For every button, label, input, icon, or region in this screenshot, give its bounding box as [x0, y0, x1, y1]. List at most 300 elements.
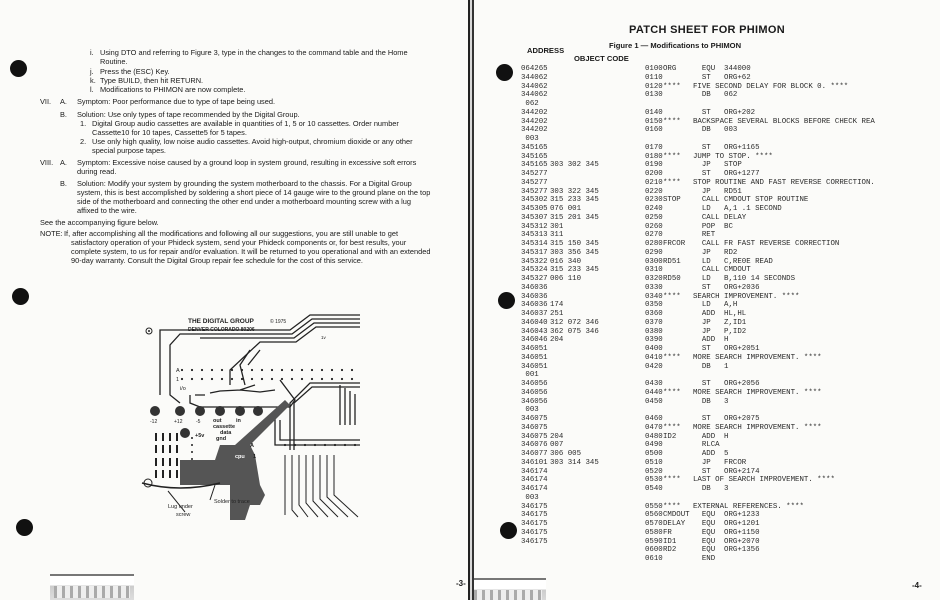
- listing-row: [474, 231, 940, 240]
- listing-row: [474, 328, 940, 337]
- item-text: special purpose tapes.: [92, 146, 166, 155]
- listing-row: [474, 485, 940, 494]
- line-number-cell: 0320: [645, 275, 663, 283]
- address-cell: 346040: [521, 318, 548, 327]
- statement-cell: MORE SEARCH IMPROVEMENT. ****: [693, 423, 822, 432]
- pin-label: -5: [196, 419, 201, 425]
- listing-row: [474, 301, 940, 310]
- motherboard-figure: [140, 305, 365, 525]
- top-label: 1v: [321, 335, 326, 340]
- listing-row: [474, 494, 940, 503]
- note-text: satisfactory operation of your Phideck system, send your Phideck components or, for best results, your: [71, 238, 407, 247]
- statement-cell: BACKSPACE SEVERAL BLOCKS BEFORE CHECK REA: [693, 117, 875, 126]
- address-cell: 345307: [521, 213, 548, 222]
- line-number-cell: 0230: [645, 196, 663, 205]
- statement-cell: EQU 344000: [693, 65, 751, 73]
- line-number-cell: 0420: [645, 362, 663, 371]
- object-code-cell: 315 201 345: [550, 213, 599, 222]
- statement-cell: LD A,1 .1 SECOND: [693, 205, 782, 213]
- label-cell: ****: [663, 82, 681, 91]
- solution-text: Solution: Use only types of tape recommended by the Digital Group.: [77, 110, 300, 119]
- line-number-cell: 0430: [645, 380, 663, 388]
- label-cell: ID2: [663, 432, 677, 441]
- cassette-label: gnd: [216, 436, 227, 442]
- address-cell: 346075: [521, 415, 548, 423]
- address-cell: 345277: [521, 178, 548, 187]
- section-numeral: VIII.: [40, 158, 54, 167]
- line-number-cell: 0400: [645, 345, 663, 353]
- right-page: [472, 0, 940, 600]
- line-number-cell: 0540: [645, 485, 663, 493]
- solder-label: Solder to trace: [214, 499, 250, 505]
- statement-cell: CALL DELAY: [693, 213, 747, 222]
- listing-row: [474, 214, 940, 223]
- statement-cell: RET: [693, 231, 716, 240]
- listing-row: [474, 538, 940, 547]
- address-cell: 345165: [521, 161, 548, 170]
- label-cell: ****: [663, 117, 681, 126]
- statement-cell: DB 1: [693, 362, 729, 371]
- see-figure-text: See the accompanying figure below.: [40, 218, 159, 227]
- statement-cell: STOP ROUTINE AND FAST REVERSE CORRECTION.: [693, 178, 875, 187]
- step-text-cont: Routine.: [100, 57, 128, 66]
- listing-row: [474, 380, 940, 389]
- cassette-label: cassette: [213, 424, 236, 430]
- object-code-cell: 312 072 346: [550, 318, 599, 327]
- label-cell: ID1: [663, 537, 677, 546]
- statement-cell: LD A,H: [693, 301, 738, 310]
- line-number-cell: 0550: [645, 502, 663, 511]
- item-marker: 1.: [80, 119, 87, 128]
- symptom-text: Symptom: Poor performance due to type of tape being used.: [77, 97, 276, 106]
- line-number-cell: 0530: [645, 476, 663, 485]
- item-text: Digital Group audio cassettes are available in quantities of 1, 5 or 10 cassettes. Order number: [92, 119, 399, 128]
- statement-cell: EQU ORG+1233: [693, 511, 760, 520]
- address-cell: 346077: [521, 450, 548, 458]
- line-number-cell: 0150: [645, 117, 663, 126]
- label-cell: ****: [663, 178, 681, 187]
- address-cell: 345327: [521, 275, 548, 283]
- address-cell: 346174: [521, 485, 548, 493]
- note-text: If, after accomplishing all the modifications and following all our suggestions, you are still unable to get: [64, 229, 398, 238]
- listing-row: [474, 223, 940, 232]
- object-code-cell: 016 340: [550, 257, 582, 266]
- line-number-cell: 0510: [645, 458, 663, 467]
- statement-cell: EQU ORG+1356: [693, 546, 760, 555]
- statement-cell: MORE SEARCH IMPROVEMENT. ****: [693, 353, 822, 362]
- listing-row: [474, 415, 940, 424]
- listing-row: [474, 170, 940, 179]
- listing-row: [474, 284, 940, 293]
- statement-cell: EQU ORG+2070: [693, 537, 760, 546]
- listing-row: [474, 249, 940, 258]
- address-cell: 003: [521, 493, 539, 502]
- listing-row: [474, 258, 940, 267]
- listing-row: [474, 83, 940, 92]
- listing-row: [474, 153, 940, 162]
- statement-cell: JUMP TO STOP. ****: [693, 152, 773, 161]
- statement-cell: ADD 5: [693, 450, 729, 458]
- object-code-cell: 174: [550, 301, 564, 310]
- page-title: PATCH SHEET FOR PHIMON: [629, 24, 785, 36]
- line-number-cell: 0180: [645, 152, 663, 161]
- statement-cell: JP Z,ID1: [693, 318, 747, 327]
- statement-cell: MORE SEARCH IMPROVEMENT. ****: [693, 388, 822, 397]
- line-number-cell: 0610: [645, 555, 663, 563]
- line-number-cell: 0330: [645, 283, 663, 292]
- io-label: i/o: [180, 386, 186, 392]
- item-marker: 2.: [80, 137, 87, 146]
- label-cell: ****: [663, 292, 681, 301]
- listing-row: [474, 109, 940, 118]
- line-number-cell: 0260: [645, 222, 663, 231]
- statement-cell: LD B,110 14 SECONDS: [693, 275, 796, 283]
- pin-label: -12: [150, 419, 158, 425]
- cassette-label: data: [220, 430, 232, 436]
- listing-row: [474, 310, 940, 319]
- address-cell: 346046: [521, 336, 548, 345]
- object-code-cell: 303 322 345: [550, 187, 599, 196]
- lug-label: Lug under: [168, 504, 193, 510]
- line-number-cell: 0100: [645, 65, 663, 73]
- listing-row: [474, 240, 940, 249]
- statement-cell: JP RD2: [693, 248, 738, 257]
- statement-cell: CALL CMDOUT STOP ROUTINE: [693, 196, 809, 205]
- line-number-cell: 0470: [645, 423, 663, 432]
- label-cell: FR: [663, 528, 672, 537]
- statement-cell: END: [693, 555, 716, 563]
- listing-row: [474, 441, 940, 450]
- statement-cell: CALL FR FAST REVERSE CORRECTION: [693, 240, 840, 248]
- address-cell: 346075: [521, 432, 548, 441]
- listing-row: [474, 371, 940, 380]
- line-number-cell: 0110: [645, 73, 663, 82]
- line-number-cell: 0600: [645, 546, 663, 555]
- address-cell: 346036: [521, 283, 548, 292]
- line-number-cell: 0340: [645, 292, 663, 301]
- label-cell: RD51: [663, 257, 681, 266]
- symptom-text: during read.: [77, 167, 117, 176]
- item-text: Use only high quality, low noise audio cassettes. Avoid high-output, chromium dioxide or any other: [92, 137, 413, 146]
- punch-hole: [12, 288, 29, 305]
- address-cell: 345312: [521, 222, 548, 231]
- address-cell: 346174: [521, 467, 548, 476]
- label-cell: ****: [663, 388, 681, 397]
- address-cell: 062: [521, 100, 539, 108]
- listing-row: [474, 196, 940, 205]
- pin-label: +12: [174, 419, 183, 425]
- label-cell: CMDOUT: [663, 511, 690, 520]
- address-cell: 345322: [521, 257, 548, 266]
- listing-row: [474, 398, 940, 407]
- address-cell: 345165: [521, 152, 548, 161]
- statement-cell: EXTERNAL REFERENCES. ****: [693, 502, 804, 511]
- statement-cell: ST ORG+1165: [693, 143, 760, 152]
- label-cell: STOP: [663, 196, 681, 205]
- address-cell: 345317: [521, 248, 548, 257]
- solution-text: system, this is best accomplished by soldering a short piece of 14 gauge wire to the ground plane on the top: [77, 188, 431, 197]
- address-cell: 344202: [521, 117, 548, 126]
- statement-cell: JP FRCOR: [693, 458, 747, 467]
- listing-row: [474, 406, 940, 415]
- statement-cell: RLCA: [693, 441, 720, 450]
- statement-cell: DB 3: [693, 397, 729, 406]
- step-text: Press the (ESC) Key.: [100, 67, 170, 76]
- step-text: Using DTO and referring to Figure 3, type in the changes to the command table and the Home: [100, 48, 408, 57]
- cassette-label: in: [236, 418, 241, 424]
- object-code-cell: 006 110: [550, 275, 582, 283]
- address-cell: 003: [521, 135, 539, 143]
- section-marker: A.: [60, 97, 67, 106]
- statement-cell: ST ORG+2075: [693, 415, 760, 423]
- statement-cell: DB 062: [693, 91, 738, 100]
- object-code-cell: 303 356 345: [550, 248, 599, 257]
- address-cell: 346175: [521, 511, 548, 520]
- step-marker: i.: [90, 48, 94, 57]
- address-cell: 345313: [521, 231, 548, 240]
- listing-row: [474, 100, 940, 109]
- section-numeral: VII.: [40, 97, 52, 106]
- statement-cell: SEARCH IMPROVEMENT. ****: [693, 292, 800, 301]
- binder-tab: [50, 574, 134, 600]
- listing-row: [474, 546, 940, 555]
- address-cell: 346056: [521, 388, 548, 397]
- object-code-cell: 076 001: [550, 205, 582, 213]
- listing-row: [474, 65, 940, 74]
- line-number-cell: 0310: [645, 266, 663, 275]
- cpu-label: cpu: [235, 454, 245, 460]
- row-1-label: 1: [176, 377, 180, 383]
- line-number-cell: 0490: [645, 441, 663, 450]
- line-number-cell: 0210: [645, 178, 663, 187]
- address-cell: 345277: [521, 187, 548, 196]
- solution-text: affixed to the wire.: [77, 206, 137, 215]
- address-cell: 003: [521, 406, 539, 415]
- listing-row: [474, 179, 940, 188]
- listing-row: [474, 354, 940, 363]
- listing-row: [474, 319, 940, 328]
- listing-row: [474, 74, 940, 83]
- line-number-cell: 0140: [645, 108, 663, 117]
- listing-row: [474, 555, 940, 564]
- address-cell: 064265: [521, 65, 548, 73]
- statement-cell: ST ORG+1277: [693, 170, 760, 178]
- address-cell: 345277: [521, 170, 548, 178]
- statement-cell: JP RD51: [693, 187, 742, 196]
- address-cell: 346056: [521, 397, 548, 406]
- address-cell: 345165: [521, 143, 548, 152]
- address-cell: 346175: [521, 528, 548, 537]
- item-text: Cassette10 for 10 tapes, Cassette5 for 5 tapes.: [92, 128, 247, 137]
- lug-label: screw: [176, 512, 191, 518]
- line-number-cell: 0240: [645, 205, 663, 213]
- step-text: Modifications to PHIMON are now complete.: [100, 85, 246, 94]
- address-cell: 346056: [521, 380, 548, 388]
- address-cell: 344062: [521, 82, 548, 91]
- line-number-cell: 0130: [645, 91, 663, 100]
- listing-row: [474, 468, 940, 477]
- step-text: Type BUILD, then hit RETURN.: [100, 76, 204, 85]
- figure-caption: Figure 1 — Modifications to PHIMON: [609, 41, 742, 50]
- listing-row: [474, 476, 940, 485]
- listing-row: [474, 144, 940, 153]
- address-cell: 346175: [521, 537, 548, 546]
- listing-row: [474, 293, 940, 302]
- listing-row: [474, 450, 940, 459]
- symptom-text: Symptom: Excessive noise caused by a ground loop in system ground, resulting in excessive soft errors: [77, 158, 417, 167]
- cpu-a-label: A: [250, 443, 254, 449]
- listing-row: [474, 161, 940, 170]
- column-header-address: ADDRESS: [527, 46, 565, 55]
- punch-hole: [10, 60, 27, 77]
- figure-copyright: © 1975: [270, 319, 287, 325]
- statement-cell: EQU ORG+1201: [693, 520, 760, 528]
- statement-cell: CALL CMDOUT: [693, 266, 751, 275]
- address-cell: 346101: [521, 458, 548, 467]
- line-number-cell: 0440: [645, 388, 663, 397]
- line-number-cell: 0450: [645, 397, 663, 406]
- address-cell: 344202: [521, 126, 548, 135]
- statement-cell: JP STOP: [693, 161, 742, 170]
- listing-row: [474, 433, 940, 442]
- address-cell: 345314: [521, 240, 548, 248]
- address-cell: 001: [521, 371, 539, 380]
- line-number-cell: 0220: [645, 187, 663, 196]
- listing-row: [474, 135, 940, 144]
- label-cell: ORG: [663, 65, 677, 73]
- object-code-cell: 007: [550, 441, 564, 450]
- line-number-cell: 0190: [645, 161, 663, 170]
- statement-cell: ST ORG+2036: [693, 283, 760, 292]
- object-code-cell: 204: [550, 432, 564, 441]
- line-number-cell: 0120: [645, 82, 663, 91]
- statement-cell: ST ORG+2051: [693, 345, 760, 353]
- label-cell: DELAY: [663, 520, 686, 528]
- label-cell: FRCOR: [663, 240, 686, 248]
- listing-row: [474, 126, 940, 135]
- line-number-cell: 0300: [645, 257, 663, 266]
- address-cell: 344062: [521, 91, 548, 100]
- object-code-cell: 311: [550, 231, 564, 240]
- line-number-cell: 0270: [645, 231, 663, 240]
- line-number-cell: 0380: [645, 327, 663, 336]
- binder-tab: [472, 578, 546, 600]
- listing-row: [474, 188, 940, 197]
- step-marker: l.: [90, 85, 94, 94]
- statement-cell: LD C,RE0E READ: [693, 257, 773, 266]
- address-cell: 345324: [521, 266, 548, 275]
- label-cell: ****: [663, 502, 681, 511]
- address-cell: 344062: [521, 73, 548, 82]
- label-cell: ****: [663, 423, 681, 432]
- note-text: 90-day warranty. Consult the Digital Group repair fee schedule for the cost of this service.: [71, 256, 363, 265]
- address-cell: 346175: [521, 520, 548, 528]
- line-number-cell: 0570: [645, 520, 663, 528]
- step-marker: k.: [90, 76, 96, 85]
- solution-text: side of the motherboard and connecting the other end under a motherboard mounting screw with a lug: [77, 197, 412, 206]
- row-a-label: A: [176, 368, 180, 374]
- page-number: -4-: [912, 581, 922, 590]
- listing-row: [474, 91, 940, 100]
- statement-cell: ST ORG+202: [693, 108, 756, 117]
- address-cell: 346075: [521, 423, 548, 432]
- listing-row: [474, 424, 940, 433]
- label-cell: ****: [663, 353, 681, 362]
- step-marker: j.: [90, 67, 94, 76]
- line-number-cell: 0360: [645, 310, 663, 318]
- line-number-cell: 0590: [645, 537, 663, 546]
- object-code-cell: 251: [550, 310, 564, 318]
- line-number-cell: 0410: [645, 353, 663, 362]
- line-number-cell: 0280: [645, 240, 663, 248]
- listing-row: [474, 336, 940, 345]
- address-cell: 346051: [521, 345, 548, 353]
- label-cell: ****: [663, 476, 681, 485]
- column-header-object-code: OBJECT CODE: [574, 54, 629, 63]
- line-number-cell: 0460: [645, 415, 663, 423]
- page-number: -3-: [456, 579, 466, 588]
- plus5v-label: +5v: [195, 433, 205, 439]
- address-cell: 346175: [521, 502, 548, 511]
- address-cell: 346037: [521, 310, 548, 318]
- address-cell: 346051: [521, 362, 548, 371]
- statement-cell: ST ORG+2056: [693, 380, 760, 388]
- listing-row: [474, 459, 940, 468]
- cassette-label: out: [213, 418, 222, 424]
- address-cell: 346051: [521, 353, 548, 362]
- line-number-cell: 0390: [645, 336, 663, 345]
- line-number-cell: 0170: [645, 143, 663, 152]
- listing-row: [474, 345, 940, 354]
- statement-cell: ADD H: [693, 336, 729, 345]
- object-code-cell: 315 150 345: [550, 240, 599, 248]
- object-code-cell: 303 314 345: [550, 458, 599, 467]
- statement-cell: FIVE SECOND DELAY FOR BLOCK 0. ****: [693, 82, 849, 91]
- section-marker: B.: [60, 110, 67, 119]
- statement-cell: LAST OF SEARCH IMPROVEMENT. ****: [693, 476, 835, 485]
- address-cell: 345302: [521, 196, 548, 205]
- statement-cell: EQU ORG+1150: [693, 528, 760, 537]
- label-cell: RD2: [663, 546, 677, 555]
- address-cell: 345305: [521, 205, 548, 213]
- line-number-cell: 0350: [645, 301, 663, 310]
- line-number-cell: 0580: [645, 528, 663, 537]
- section-marker: A.: [60, 158, 67, 167]
- cpu-1-label: 1: [253, 454, 257, 460]
- figure-address: DENVER COLORADO 80206: [188, 327, 255, 333]
- object-code-cell: 306 005: [550, 450, 582, 458]
- address-cell: 346043: [521, 327, 548, 336]
- line-number-cell: 0370: [645, 318, 663, 327]
- listing-row: [474, 389, 940, 398]
- note-text: complete system, to us for repair and/or evaluation. It will be returned to you operational and with an extended: [71, 247, 431, 256]
- line-number-cell: 0290: [645, 248, 663, 257]
- statement-cell: ADD HL,HL: [693, 310, 747, 318]
- address-cell: 346036: [521, 292, 548, 301]
- object-code-cell: 301: [550, 222, 564, 231]
- listing-row: [474, 275, 940, 284]
- line-number-cell: 0560: [645, 511, 663, 520]
- statement-cell: ADD H: [693, 432, 729, 441]
- statement-cell: JP P,ID2: [693, 327, 747, 336]
- listing-row: [474, 511, 940, 520]
- object-code-cell: 303 302 345: [550, 161, 599, 170]
- solution-text: Solution: Modify your system by grounding the system motherboard to the chassis. For a Digital Group: [77, 179, 412, 188]
- address-cell: 346174: [521, 476, 548, 485]
- label-cell: RD50: [663, 275, 681, 283]
- label-cell: ****: [663, 152, 681, 161]
- punch-hole: [16, 519, 33, 536]
